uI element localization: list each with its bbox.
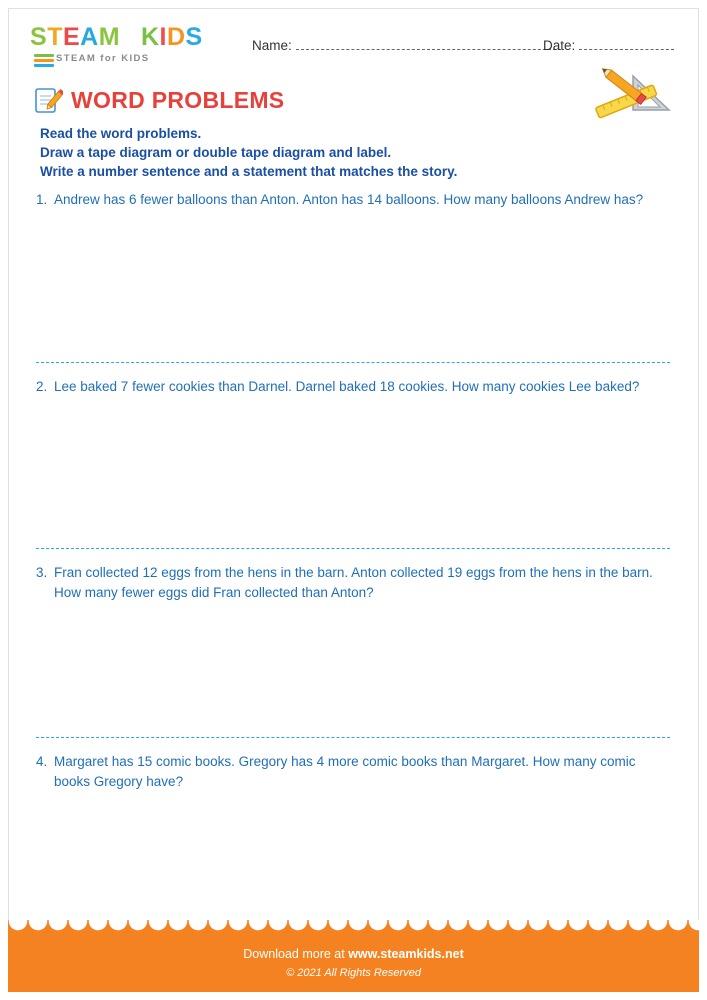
steam-kids-logo xyxy=(30,24,220,64)
problem-number: 2. xyxy=(36,379,48,394)
page-title: WORD PROBLEMS xyxy=(71,86,285,113)
instruction-line-1: Read the word problems. xyxy=(40,126,202,141)
worksheet-header xyxy=(30,24,677,76)
answer-workspace[interactable] xyxy=(36,397,670,517)
problem-statement: Lee baked 7 fewer cookies than Darnel. Darnel baked 18 cookies. How many cookies Lee baked? xyxy=(54,379,640,394)
date-label: Date: xyxy=(543,38,576,53)
problem-number: 1. xyxy=(36,192,48,207)
footer-copyright: © 2021 All Rights Reserved xyxy=(286,967,421,979)
logo-tagline: STEAM for KIDS xyxy=(56,53,150,64)
date-input-line[interactable] xyxy=(579,38,674,50)
page-title-row xyxy=(33,85,284,115)
answer-workspace[interactable] xyxy=(36,603,670,723)
problem-item xyxy=(36,738,670,902)
stationery-illustration xyxy=(585,66,677,122)
problem-text-row xyxy=(36,190,670,210)
problems-list xyxy=(36,190,670,902)
name-label: Name: xyxy=(252,38,292,53)
logo-bars-icon xyxy=(34,54,54,69)
instructions-block xyxy=(40,124,660,181)
footer-download-prefix: Download more at xyxy=(243,947,349,961)
problem-statement: Fran collected 12 eggs from the hens in the barn. Anton collected 19 eggs from the hens in the barn. How many fewer eggs did Fran collected than Anton? xyxy=(54,565,653,600)
problem-statement: Margaret has 15 comic books. Gregory has 4 more comic books than Margaret. How many comic books Gregory have? xyxy=(54,754,636,789)
problem-number: 3. xyxy=(36,565,48,580)
footer-scallop-decoration xyxy=(8,920,699,931)
name-input-line[interactable] xyxy=(296,38,561,50)
instruction-line-2: Draw a tape diagram or double tape diagram and label. xyxy=(40,145,392,160)
date-field[interactable] xyxy=(543,38,674,53)
answer-workspace[interactable] xyxy=(36,792,670,902)
notepad-pencil-icon xyxy=(33,85,63,115)
problem-number: 4. xyxy=(36,754,48,769)
answer-workspace[interactable] xyxy=(36,210,670,330)
problem-text-row xyxy=(36,549,670,603)
name-field[interactable] xyxy=(252,38,561,53)
footer-download-line xyxy=(8,947,699,961)
problem-text-row xyxy=(36,363,670,397)
problem-text-row xyxy=(36,738,670,792)
problem-item xyxy=(36,190,670,362)
page-footer xyxy=(8,920,699,992)
problem-statement: Andrew has 6 fewer balloons than Anton. Anton has 14 balloons. How many balloons Andrew has? xyxy=(54,192,644,207)
problem-item xyxy=(36,549,670,737)
footer-site-link[interactable]: www.steamkids.net xyxy=(348,947,464,961)
instruction-line-3: Write a number sentence and a statement that matches the story. xyxy=(40,164,458,179)
logo-wordmark: STEAM KIDS xyxy=(30,23,203,51)
problem-item xyxy=(36,363,670,548)
